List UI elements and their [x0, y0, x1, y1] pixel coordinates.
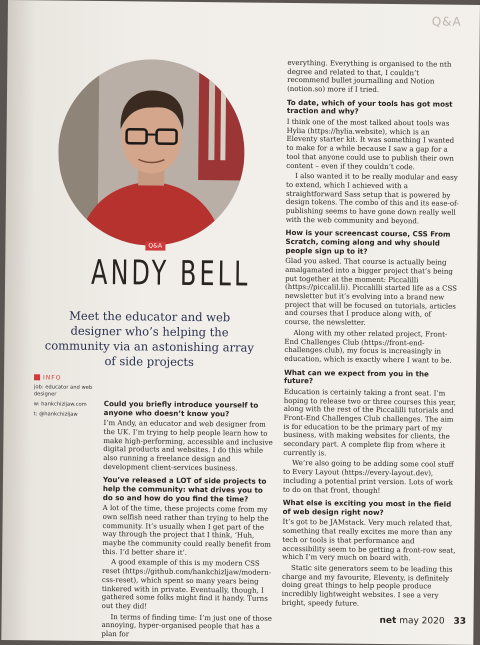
- answer-paragraph: I also wanted it to be really modular and easy to extend, which I achieved with a straightforward Sass setup that is powered by design tokens. The combo of this and its ease-of-publishing seems to have gone down really well with the web community and beyond.: [286, 172, 461, 226]
- section-tag: Q&A: [432, 14, 462, 28]
- standfirst: Meet the educator and web designer who’s helping the community via an astonishing array of side projects: [44, 308, 255, 370]
- info-label: INFO: [34, 374, 98, 382]
- answer-paragraph: Glad you asked. That course is actually being amalgamated into a bigger project that’s being put together at the moment: Piccalilli (https://piccalil.li). Piccalilli started life as a CSS newsletter but it’s evolving into a brand new project that will be focused on tutorials, articles and courses that I produce along with, of course, the newsletter.: [285, 257, 460, 328]
- answer-paragraph: We’re also going to be adding some cool stuff to Every Layout (https://every-layout.dev), including a potential print version. Lots of work to do on that front, though!: [283, 459, 457, 496]
- answer-paragraph: A good example of this is my modern CSS reset (https://github.com/hankchizljaw/modern-css-reset), which spent so many years being tinkered with in private. Eventually, though, I gathered some folks might find it handy. Turns out they did!: [102, 558, 275, 612]
- answer-paragraph: Static site generators seem to be leading this charge and my favourite, Eleventy, is definitely doing great things to help people produce incredibly lightweight websites. I see a very bright, speedy future.: [282, 564, 456, 609]
- portrait-photo: [57, 59, 245, 247]
- question: What can we expect from you in the future?: [284, 369, 458, 388]
- qa-badge: Q&A: [145, 241, 165, 250]
- info-twitter: t: @hankchizljaw: [34, 411, 98, 419]
- answer-paragraph: In terms of finding time: I’m just one of those annoying, hyper-organised people that has a plan for: [101, 613, 273, 641]
- question: What else is exciting you most in the field of web design right now?: [283, 499, 457, 518]
- answer-paragraph: everything. Everything is organised to the nth degree and related to that, I couldn’t recommend bullet journalling and Notion (notion.so) more if I tried.: [287, 59, 461, 96]
- question: How is your screencast course, CSS From Scratch, coming along and why should people sign up to it?: [285, 229, 459, 257]
- portrait-illustration: [57, 59, 245, 247]
- info-web: w: hankchizljaw.com: [34, 401, 98, 409]
- page-number: 33: [453, 617, 466, 627]
- question: To date, which of your tools has got most traction and why?: [287, 99, 461, 118]
- answer-paragraph: Education is certainly taking a front seat. I’m hoping to release two or three courses this year, along with the rest of the Piccalilli tutorials and Front-End Challenges Club challenges. The aim is for education to be the primary part of my business, with making websites for clients, the secondary part. A complete flip from where it currently is.: [283, 388, 458, 459]
- left-column: [101, 395, 276, 643]
- answer-paragraph: I’m Andy, an educator and web designer from the UK. I’m trying to help people learn how to make high-performing, accessible and inclusive digital products and websites. I do this while also running a freelance design and development client-services business.: [103, 419, 276, 473]
- answer-paragraph: It’s got to be JAMstack. Very much related that, something that really excites me more than any tech or tools is that performance and accessibility seem to be getting a front-row seat, which I’m very much on board with.: [282, 518, 456, 563]
- question: Could you briefly introduce yourself to anyone who doesn’t know you?: [104, 400, 276, 419]
- info-job: job: educator and web designer: [34, 384, 98, 399]
- interviewee-name: ANDY BELL: [91, 253, 251, 295]
- answer-paragraph: A lot of the time, these projects come from my own selfish need rather than trying to help the community. It’s usually when I get part of the way through the project that I think, ‘Huh, maybe the community could really benefit from this. I’d better share it’.: [102, 504, 275, 558]
- question: You’ve released a LOT of side projects to help the community: what drives you to do so and how do you find the time?: [103, 476, 275, 504]
- answer-paragraph: Along with my other related project, Front-End Challenges Club (https://front-end-challenges.club), my focus is increasingly in education, which is exactly where I want to be.: [284, 329, 458, 366]
- footer-issue: may 2020: [399, 616, 444, 626]
- magazine-page: [1, 0, 480, 645]
- info-box: [34, 374, 98, 419]
- footer-brand: net: [379, 616, 396, 626]
- page-footer: [379, 616, 466, 627]
- answer-paragraph: I think one of the most talked about tools was Hylia (https://hylia.website), which is an Eleventy starter kit. It was something I wanted to make for a while because I saw a gap for a tool that anyone could use to publish their own content – even if they couldn’t code.: [286, 118, 461, 172]
- right-column: [282, 59, 462, 611]
